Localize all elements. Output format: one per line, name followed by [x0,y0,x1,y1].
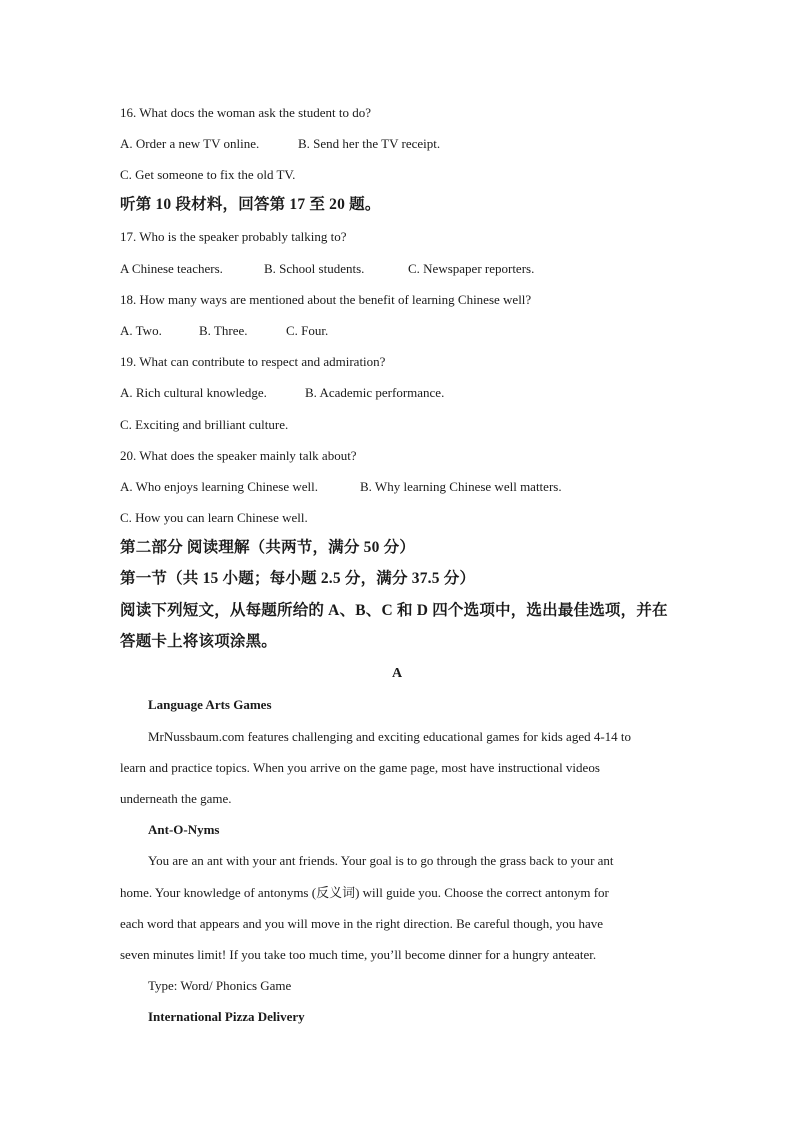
reading-part-heading: 第二部分 阅读理解（共两节，满分 50 分） [120,539,416,556]
question-17-option-a: A Chinese teachers. [120,261,223,276]
question-16-option-a: A. Order a new TV online. [120,136,260,151]
intro-line-2: learn and practice topics. When you arrive on the game page, most have instructional videos [120,760,600,775]
intro-line-3: underneath the game. [120,791,232,806]
question-18-options-row [120,323,328,339]
question-17-option-c: C. Newspaper reporters. [408,261,535,276]
question-18-option-a: A. Two. [120,323,162,338]
question-16-options-row [120,136,440,152]
question-16-option-b: B. Send her the TV receipt. [298,136,441,151]
listening-section-10-heading: 听第 10 段材料，回答第 17 至 20 题。 [120,196,381,213]
question-17-options-row [120,261,534,277]
question-17-option-b: B. School students. [264,261,365,276]
question-18-option-c: C. Four. [286,323,329,338]
question-16-option-c: C. Get someone to fix the old TV. [120,167,296,182]
question-20-stem: 20. What does the speaker mainly talk about? [120,448,357,463]
question-19-option-a: A. Rich cultural knowledge. [120,385,267,400]
question-16-stem: 16. What docs the woman ask the student to do? [120,105,372,120]
reading-instruction-line-2: 答题卡上将该项涂黑。 [120,633,278,650]
question-20-option-a: A. Who enjoys learning Chinese well. [120,479,318,494]
reading-instruction-line-1: 阅读下列短文，从每题所给的 A、B、C 和 D 四个选项中，选出最佳选项，并在 [120,602,668,619]
game-1-text-line-2: home. Your knowledge of antonyms (反义词) will guide you. Choose the correct antonym for [120,885,609,900]
question-19-options-row [120,385,444,401]
question-20-option-c: C. How you can learn Chinese well. [120,510,308,525]
game-1-type: Type: Word/ Phonics Game [148,978,292,993]
question-19-option-c: C. Exciting and brilliant culture. [120,417,289,432]
game-1-text-line-1: You are an ant with your ant friends. Your goal is to go through the grass back to your ant [148,853,614,868]
game-1-text-line-4: seven minutes limit! If you take too much time, you’ll become dinner for a hungry anteater. [120,947,597,962]
question-20-option-b: B. Why learning Chinese well matters. [360,479,562,494]
question-18-option-b: B. Three. [199,323,248,338]
game-1-text-line-3: each word that appears and you will move in the right direction. Be careful though, you have [120,916,604,931]
passage-title: Language Arts Games [148,697,272,712]
game-1-title: Ant-O-Nyms [148,822,220,837]
intro-line-1: MrNussbaum.com features challenging and exciting educational games for kids aged 4-14 to [148,729,632,744]
question-20-options-row [120,479,562,495]
question-19-stem: 19. What can contribute to respect and admiration? [120,354,386,369]
question-19-option-b: B. Academic performance. [305,385,445,400]
reading-section-heading: 第一节（共 15 小题；每小题 2.5 分，满分 37.5 分） [120,570,476,587]
question-17-stem: 17. Who is the speaker probably talking to? [120,229,347,244]
question-18-stem: 18. How many ways are mentioned about the benefit of learning Chinese well? [120,292,532,307]
game-2-title: International Pizza Delivery [148,1009,305,1024]
passage-label: A [391,666,403,681]
